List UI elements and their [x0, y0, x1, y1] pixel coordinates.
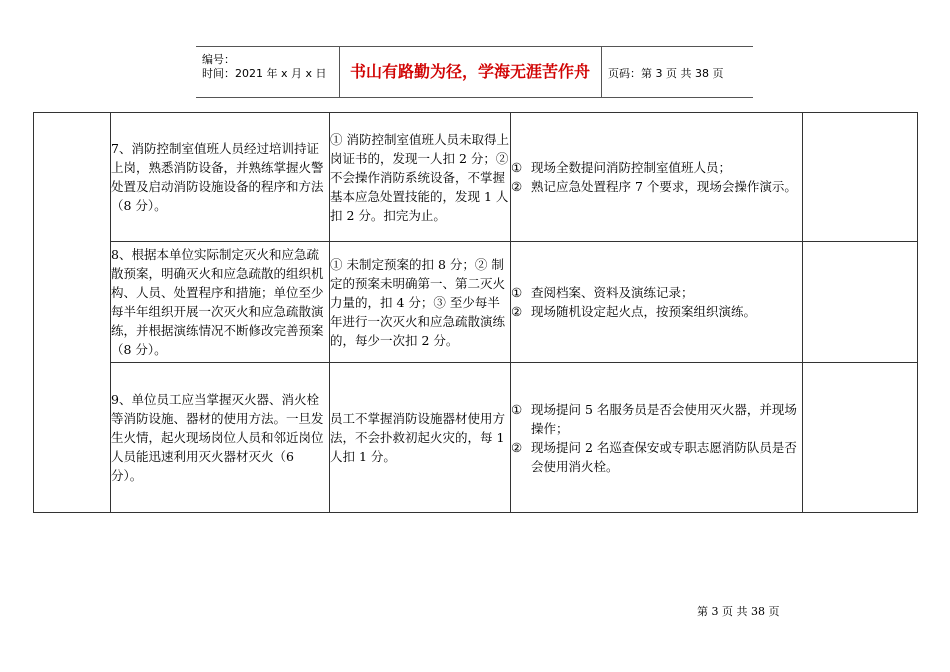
table-row	[34, 363, 918, 513]
check-item: ② 熟记应急处置程序 7 个要求，现场会操作演示。	[511, 179, 797, 194]
page-footer: 第 3 页 共 38 页	[697, 605, 780, 618]
document-number-label: 编号：	[202, 53, 235, 66]
category-cell	[34, 113, 111, 513]
check-method-cell	[511, 113, 803, 242]
requirement-cell: 9、单位员工应当掌握灭火器、消火栓等消防设施、器材的使用方法。一旦发生火情，起火现场岗位人员和邻近岗位人员能迅速利用灭火器材灭火（6 分）。	[111, 363, 330, 513]
header-page-info: 页码：第 3 页 共 38 页	[608, 67, 724, 80]
score-cell	[803, 363, 918, 513]
inspection-table	[33, 112, 918, 513]
deduction-cell: 员工不掌握消防设施器材使用方法，不会扑救初起火灾的，每 1 人扣 1 分。	[330, 363, 511, 513]
check-method-cell	[511, 242, 803, 363]
check-method-cell	[511, 363, 803, 513]
header-meta	[196, 47, 340, 97]
check-item: ② 现场随机设定起火点，按预案组织演练。	[511, 304, 757, 319]
check-item: ① 查阅档案、资料及演练记录；	[511, 285, 694, 300]
requirement-cell: 7、消防控制室值班人员经过培训持证上岗，熟悉消防设备，并熟练掌握火警处置及启动消防设施设备的程序和方法（8 分）。	[111, 113, 330, 242]
page-header	[196, 46, 753, 98]
requirement-cell: 8、根据本单位实际制定灭火和应急疏散预案，明确灭火和应急疏散的组织机构、人员、处置程序和措施；单位至少每半年组织开展一次灭火和应急疏散演练，并根据演练情况不断修改完善预案（8 分）。	[111, 242, 330, 363]
deduction-cell: ① 消防控制室值班人员未取得上岗证书的，发现一人扣 2 分；② 不会操作消防系统设备，不掌握基本应急处置技能的，发现 1 人扣 2 分。扣完为止。	[330, 113, 511, 242]
score-cell	[803, 242, 918, 363]
document-date: 时间：2021 年 x 月 x 日	[202, 67, 327, 80]
table-row	[34, 113, 918, 242]
check-item: ② 现场提问 2 名巡查保安或专职志愿消防队员是否会使用消火栓。	[511, 439, 797, 474]
deduction-cell: ① 未制定预案的扣 8 分；② 制定的预案未明确第一、第二灭火力量的，扣 4 分；③ 至少每半年进行一次灭火和应急疏散演练的，每少一次扣 2 分。	[330, 242, 511, 363]
check-item: ① 现场提问 5 名服务员是否会使用灭火器，并现场操作；	[511, 401, 797, 436]
header-motto: 书山有路勤为径，学海无涯苦作舟	[339, 47, 602, 97]
score-cell	[803, 113, 918, 242]
table-row	[34, 242, 918, 363]
check-item: ① 现场全数提问消防控制室值班人员；	[511, 160, 732, 175]
